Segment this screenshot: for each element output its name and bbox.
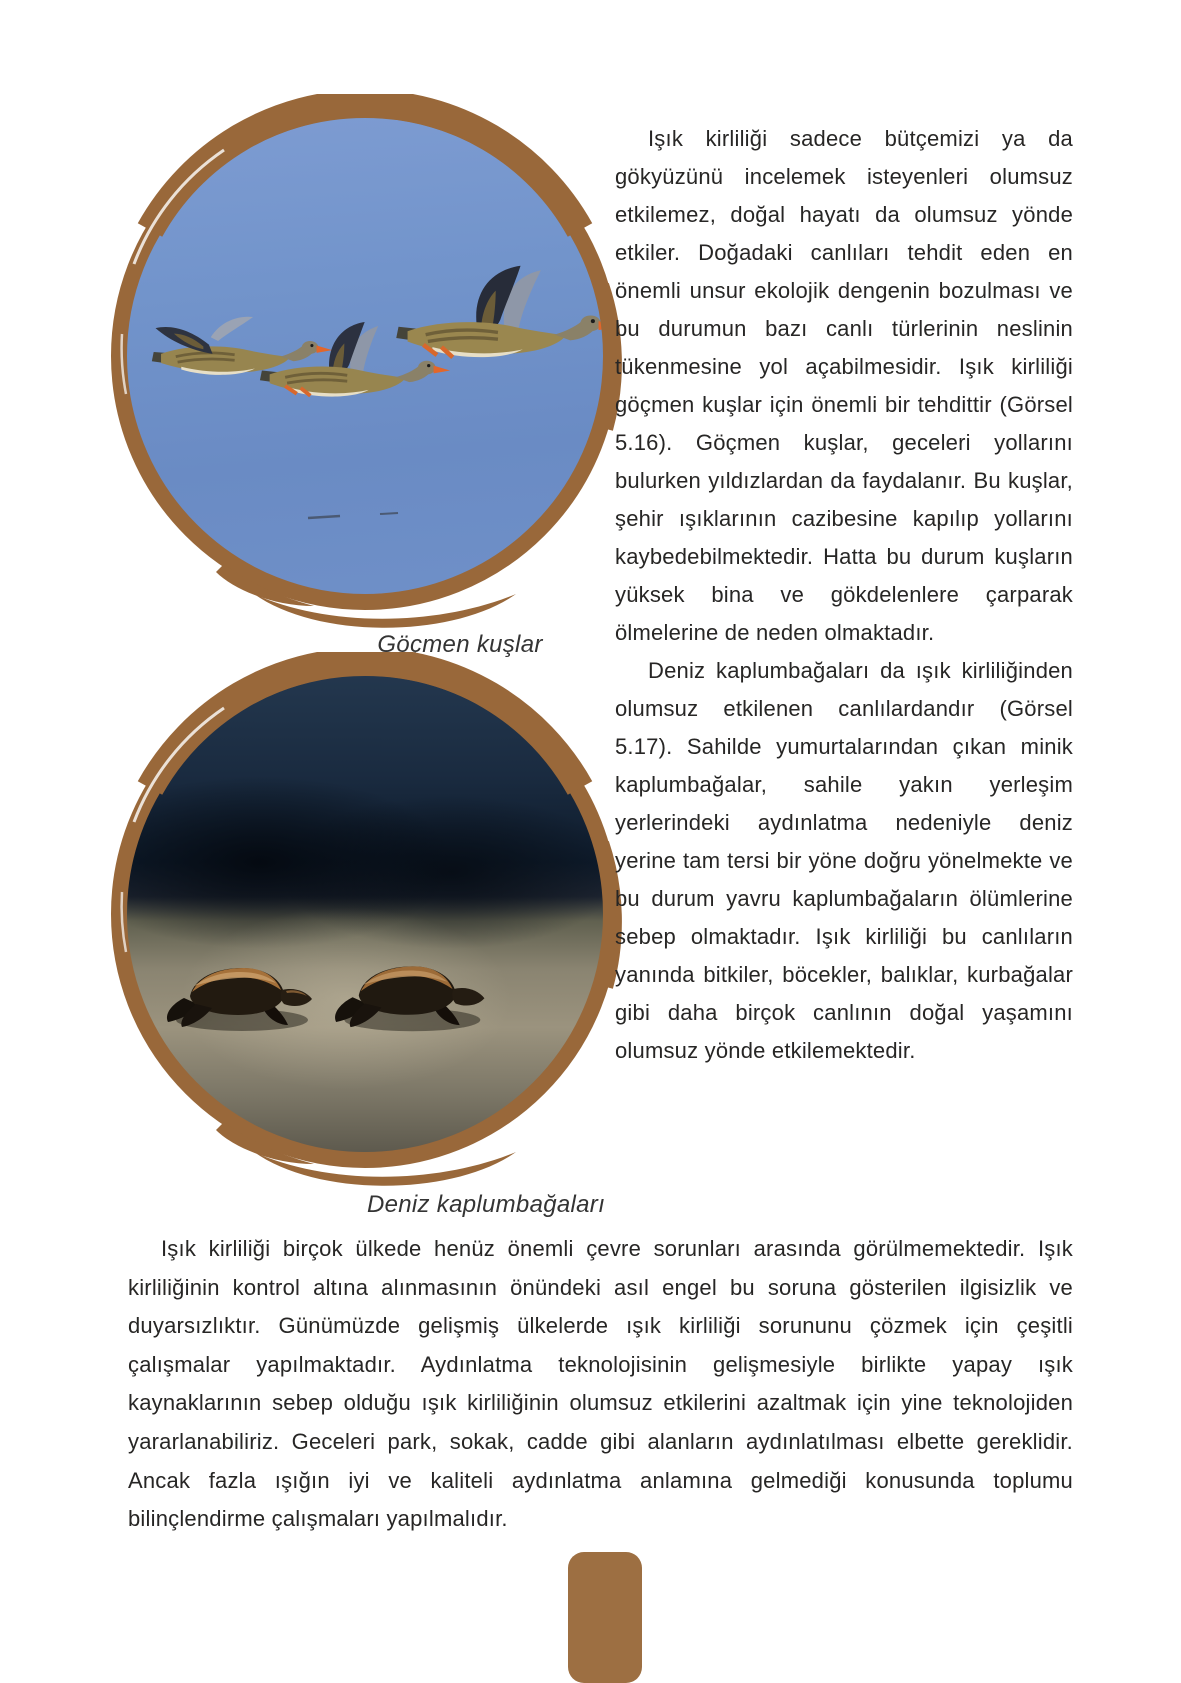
paragraph-light-pollution-solutions: Işık kirliliği birçok ülkede henüz önemli çevre sorunları arasında görülmemektedir. Işık kirliliğinin kontrol altına alınmasının önündeki asıl engel bu soruna gösterilen ilgisizlik ve duyarsızlıktır. Günümüzde gelişmiş ülkelerde ışık kirliliği sorununu çözmek için çeşitli çalışmalar yapılmaktadır. Aydınlatma teknolojisinin gelişmesiyle birlikte yapay ışık kaynaklarının sebep olduğu ışık kirliliğinin olumsuz etkilerini azaltmak için yine teknolojiden yararlanabiliriz. Geceleri park, sokak, cadde gibi alanların aydınlatılması elbette gereklidir. Ancak fazla ışığın iyi ve kaliteli aydınlatma anlamına gelmediği konusunda toplumu bilinçlendirme çalışmaları yapılmalıdır. — [128, 1236, 1073, 1532]
figure-sea-turtles — [104, 652, 626, 1197]
paragraph-light-pollution-birds: Işık kirliliği sadece bütçemizi ya da gökyüzünü incelemek isteyenleri olumsuz etkilemez, doğal hayatı da olumsuz yönde etkiler. Doğadaki canlıları tehdit eden en önemli unsur ekolojik dengenin bozulması ve bu durumun bazı canlı türlerinin neslinin tükenmesine yol açabilmesidir. Işık kirliliği göçmen kuşlar için önemli bir tehdittir (Görsel 5.16). Göçmen kuşlar, geceleri yollarını bulurken yıldızlardan da faydalanır. Bu kuşlar, şehir ışıklarının cazibesine kapılıp yollarını kaybedebilmektedir. Hatta bu durum kuşların yüksek bina ve gökdelenlere çarparak ölmelerine de neden olmaktadır. — [615, 126, 1073, 645]
body-text-column — [615, 120, 1073, 1070]
figure-migratory-birds — [104, 94, 626, 639]
turtle-silhouettes — [126, 668, 604, 1154]
page-footer-tab — [568, 1552, 642, 1683]
figure-caption-birds: Göçmen kuşlar — [377, 631, 543, 658]
migratory-birds-photo — [126, 110, 604, 596]
paragraph-light-pollution-turtles: Deniz kaplumbağaları da ışık kirliliğinden olumsuz etkilenen canlılardandır (Görsel 5.17). Sahilde yumurtalarından çıkan minik kaplumbağalar, sahile yakın yerleşim yerlerindeki aydınlatma nedeniyle deniz yerine tam tersi bir yöne doğru yönelmekte ve bu durum yavru kaplumbağaların ölümlerine sebep olmaktadır. Işık kirliliği bu canlıların yanında bitkiler, böcekler, balıklar, kurbağalar gibi daha birçok canlının doğal yaşamını olumsuz yönde etkilemektedir. — [615, 658, 1073, 1063]
bottom-paragraph-block — [128, 1230, 1073, 1539]
figure-caption-turtles: Deniz kaplumbağaları — [366, 1191, 606, 1218]
goose-silhouettes — [126, 110, 604, 596]
sea-turtles-photo — [126, 668, 604, 1154]
